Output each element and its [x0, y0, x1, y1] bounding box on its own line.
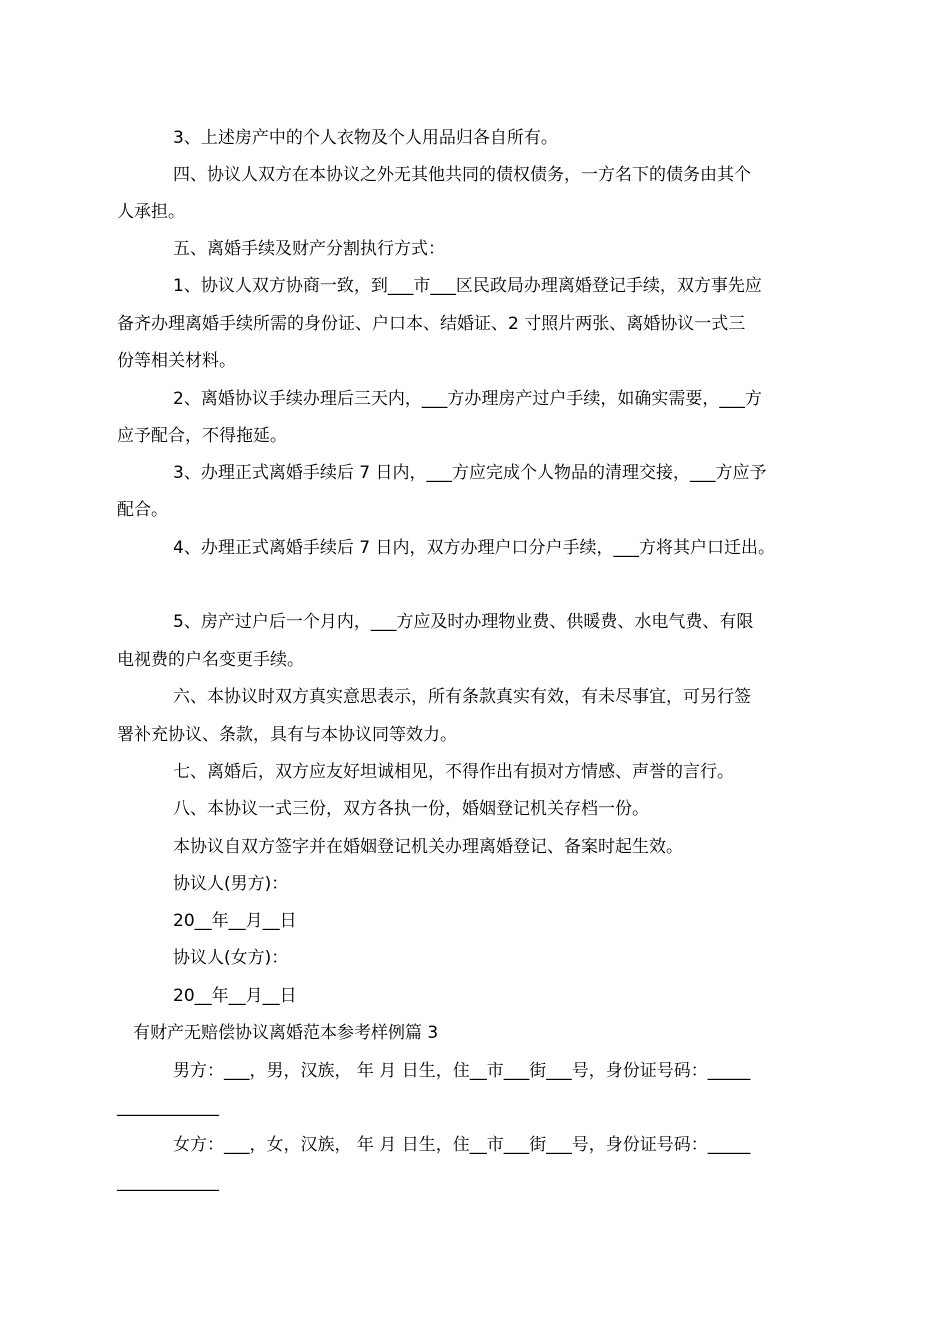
- paragraph-line: 3、上述房产中的个人衣物及个人用品归各自所有。: [173, 128, 558, 148]
- paragraph-line: ____________: [117, 1172, 219, 1192]
- paragraph-line: 本协议自双方签字并在婚姻登记机关办理离婚登记、备案时起生效。: [173, 837, 683, 857]
- paragraph-line: 备齐办理离婚手续所需的身份证、户口本、结婚证、2 寸照片两张、离婚协议一式三: [117, 314, 746, 334]
- paragraph-line: 女方：___，女，汉族， 年 月 日生，住__市___街___号，身份证号码：_____: [173, 1135, 751, 1155]
- signature-label-male: 协议人(男方)：: [173, 874, 289, 894]
- signature-label-female: 协议人(女方)：: [173, 948, 289, 968]
- paragraph-line: 份等相关材料。: [117, 351, 236, 371]
- paragraph-line: 2、离婚协议手续办理后三天内，___方办理房产过户手续，如确实需要，___方: [173, 389, 762, 409]
- paragraph-line: 4、办理正式离婚手续后 7 日内，双方办理户口分户手续，___方将其户口迁出。: [173, 538, 775, 558]
- paragraph-line: 应予配合，不得拖延。: [117, 426, 287, 446]
- paragraph-line: 人承担。: [117, 202, 185, 222]
- paragraph-line: 电视费的户名变更手续。: [117, 650, 304, 670]
- paragraph-line: 署补充协议、条款，具有与本协议同等效力。: [117, 725, 457, 745]
- paragraph-line: 四、协议人双方在本协议之外无其他共同的债权债务，一方名下的债务由其个: [173, 165, 751, 185]
- paragraph-line: 3、办理正式离婚手续后 7 日内，___方应完成个人物品的清理交接，___方应予: [173, 463, 767, 483]
- paragraph-line: 七、离婚后，双方应友好坦诚相见，不得作出有损对方情感、声誉的言行。: [173, 762, 734, 782]
- paragraph-line: 配合。: [117, 500, 168, 520]
- section-heading: 五、离婚手续及财产分割执行方式：: [173, 239, 445, 259]
- paragraph-line: 六、本协议时双方真实意思表示，所有条款真实有效，有未尽事宜，可另行签: [173, 687, 751, 707]
- paragraph-line: 5、房产过户后一个月内，___方应及时办理物业费、供暖费、水电气费、有限: [173, 612, 754, 632]
- section-title: 有财产无赔偿协议离婚范本参考样例篇 3: [133, 1023, 439, 1043]
- paragraph-line: 八、本协议一式三份，双方各执一份，婚姻登记机关存档一份。: [173, 799, 649, 819]
- paragraph-line: ____________: [117, 1097, 219, 1117]
- paragraph-line: 1、协议人双方协商一致，到___市___区民政局办理离婚登记手续，双方事先应: [173, 276, 762, 296]
- date-line: 20__年__月__日: [173, 911, 297, 931]
- date-line: 20__年__月__日: [173, 986, 297, 1006]
- paragraph-line: 男方：___，男，汉族， 年 月 日生，住__市___街___号，身份证号码：_____: [173, 1061, 751, 1081]
